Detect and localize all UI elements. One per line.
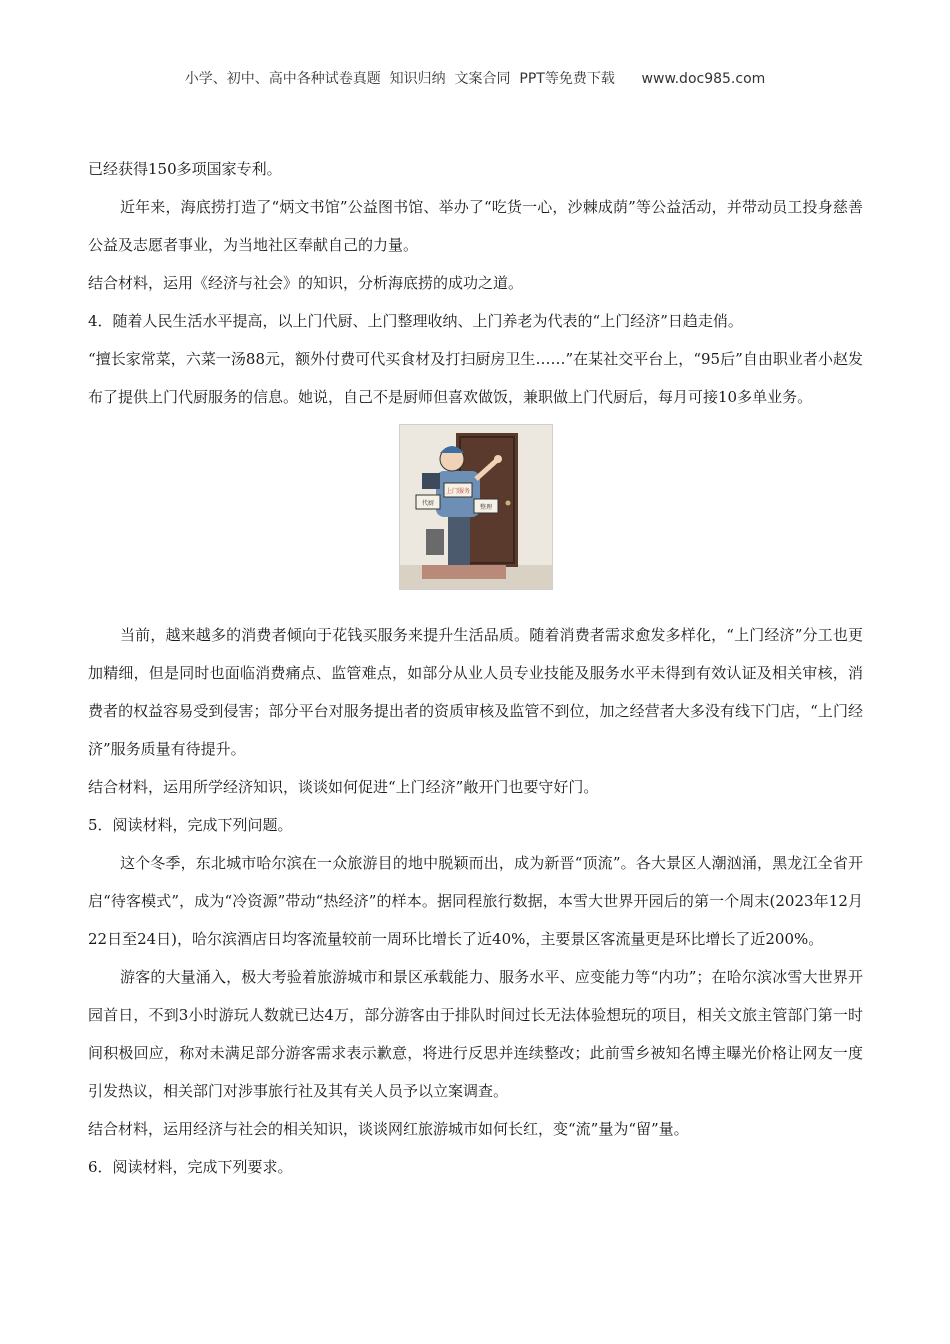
figure-container <box>88 424 863 590</box>
cook-label-text: 代厨 <box>421 500 434 507</box>
question-5-paragraph-1: 这个冬季，东北城市哈尔滨在一众旅游目的地中脱颖而出，成为新晋“顶流”。各大景区人潮汹涌，黑龙江全省开启“待客模式”，成为“冷资源”带动“热经济”的样本。据同程旅行数据，本雪大世界开园后的第一个周末(2023年12月22日至24日)，哈尔滨酒店日均客流量较前一周环比增长了近40%，主要景区客流量更是环比增长了近200%。 <box>88 854 863 948</box>
question-4-quote: “擅长家常菜，六菜一汤88元，额外付费可代买食材及打扫厨房卫生……”在某社交平台上，“95后”自由职业者小赵发布了提供上门代厨服务的信息。她说，自己不是厨师但喜欢做饭，兼职做上门代厨后，每月可接10多单业务。 <box>88 350 863 406</box>
organize-label-text: 整理 <box>479 504 492 511</box>
paragraph-patents: 已经获得150多项国家专利。 <box>88 160 282 178</box>
question-4-intro: 4．随着人民生活水平提高，以上门代厨、上门整理收纳、上门养老为代表的“上门经济”日趋走俏。 <box>88 312 743 330</box>
question-6-intro: 6．阅读材料，完成下列要求。 <box>88 1158 293 1176</box>
question-5-task: 结合材料，运用经济与社会的相关知识，谈谈网红旅游城市如何长红，变“流”量为“留”量。 <box>88 1120 689 1138</box>
document-body <box>88 150 863 1186</box>
question-3-task: 结合材料，运用《经济与社会》的知识，分析海底捞的成功之道。 <box>88 274 524 292</box>
paragraph-charity: 近年来，海底捞打造了“炳文书馆”公益图书馆、举办了“吃货一心，沙棘成荫”等公益活动，并带动员工投身慈善公益及志愿者事业，为当地社区奉献自己的力量。 <box>88 198 863 254</box>
question-4-task: 结合材料，运用所学经济知识，谈谈如何促进“上门经济”敞开门也要守好门。 <box>88 778 599 796</box>
door-service-illustration <box>399 424 553 590</box>
question-5-paragraph-2: 游客的大量涌入，极大考验着旅游城市和景区承载能力、服务水平、应变能力等“内功”；在哈尔滨冰雪大世界开园首日，不到3小时游玩人数就已达4万，部分游客由于排队时间过长无法体验想玩的项目，相关文旅主管部门第一时间积极回应，称对未满足部分游客需求表示歉意，将进行反思并连续整改；此前雪乡被知名博主曝光价格让网友一度引发热议，相关部门对涉事旅行社及其有关人员予以立案调查。 <box>88 968 863 1100</box>
question-4-body: 当前，越来越多的消费者倾向于花钱买服务来提升生活品质。随着消费者需求愈发多样化，“上门经济”分工也更加精细，但是同时也面临消费痛点、监管难点，如部分从业人员专业技能及服务水平未得到有效认证及相关审核，消费者的权益容易受到侵害；部分平台对服务提出者的资质审核及监管不到位，加之经营者大多没有线下门店，“上门经济”服务质量有待提升。 <box>88 626 863 758</box>
question-5-intro: 5．阅读材料，完成下列问题。 <box>88 816 293 834</box>
service-label-text: 上门服务 <box>445 488 470 495</box>
page-header: 小学、初中、高中各种试卷真题 知识归纳 文案合同 PPT等免费下载 www.doc985.com <box>184 71 766 87</box>
